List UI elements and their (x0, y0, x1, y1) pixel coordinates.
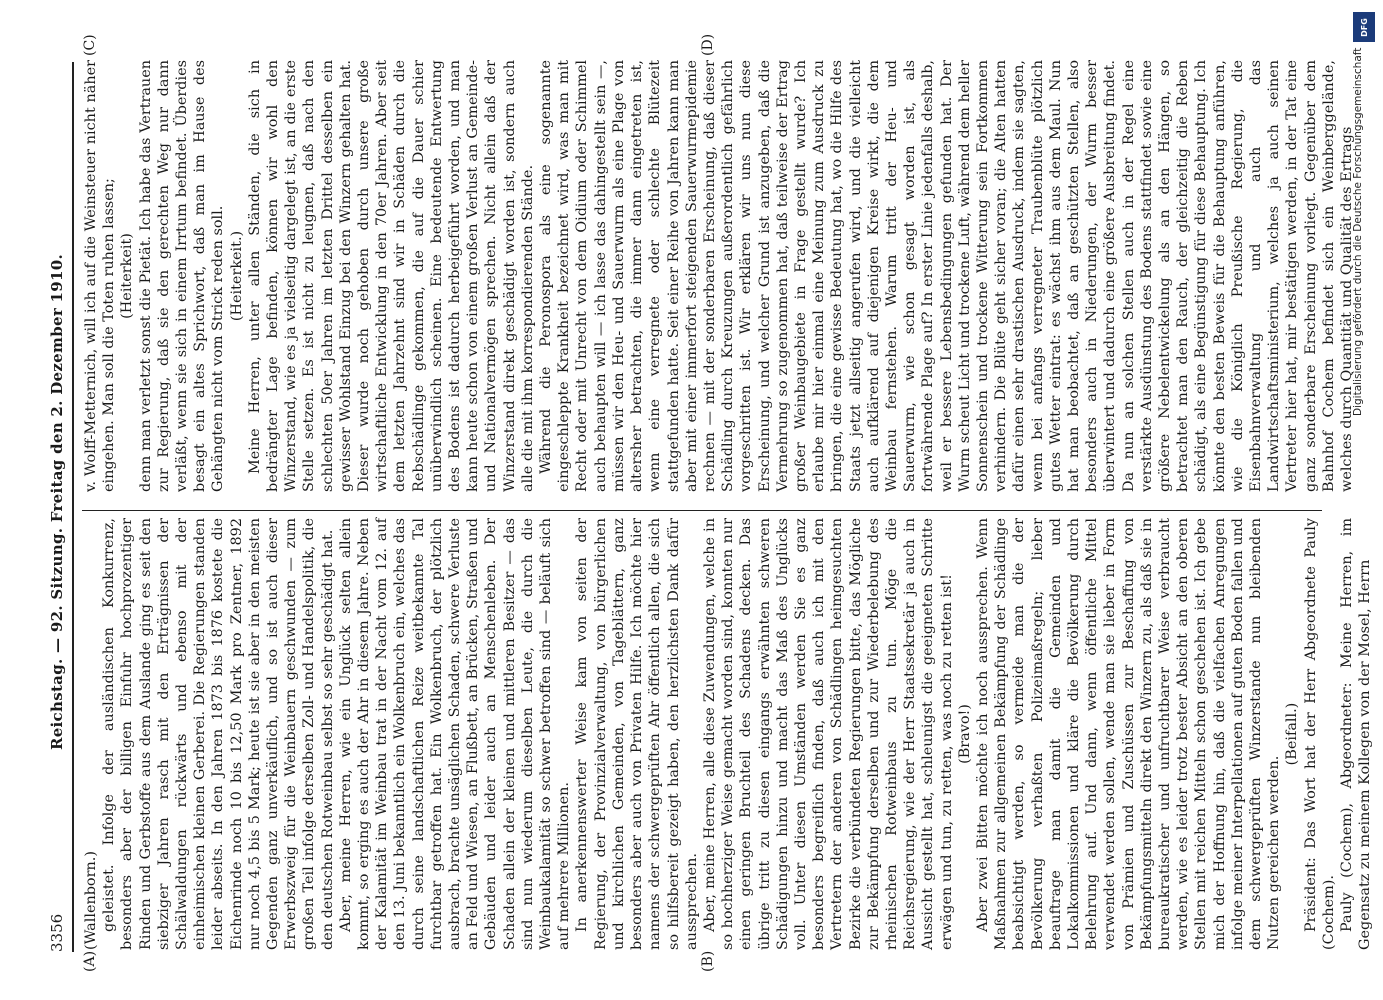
dfg-logo-text: DFG (1359, 17, 1369, 37)
margin-marker-d: (D) (700, 33, 716, 56)
margin-marker-a: (A) (82, 950, 98, 972)
interjection: (Bravo!) (956, 704, 973, 764)
interjection: (Beifall.) (1284, 702, 1301, 766)
paragraph: geleistet. Infolge der ausländischen Konkurrenz, besonders aber der billigen Einfuhr hochprozentiger Rinden und Gerbstoffe aus dem Auslande ging es seit den siebziger Jahren rasch mit den Erträgnissen der Schälwaldungen rückwärts und ebenso mit der einheimischen kleinen Gerberei. Die Regierungen standen leider abseits. In den Jahren 1873 bis 1876 kostete die Eichenrinde noch 10 bis 12,50 Mark pro Zentner, 1892 nur noch 4,5 bis 5 Mark; heute ist sie aber in den meisten Gegenden ganz unverkäuflich, und so ist auch dieser Erwerbszweig für die Weinbauern geschwunden — zum großen Teil infolge derselben Zoll- und Handelspolitik, die den deutschen Rotweinbau selbst so sehr geschädigt hat. (101, 518, 336, 950)
header-divider (72, 62, 74, 952)
paragraph: Während die Peronospora als eine sogenannte eingeschleppte Krankheit bezeichnet wird, was man mit Recht oder mit Unrecht von dem Oidium oder Schimmel auch behaupten will — ich lasse das dahingestellt sein —, müssen wir den Heu- und Sauerwurm als eine Plage von altersher betrachten, die immer dann eingetreten ist, wenn eine verregnete oder schlechte Blütezeit stattgefunden hatte. Seit einer Reihe von Jahren kann man aber mit einer immerfort steigenden Sauerwurmepidemie rechnen — mit der sonderbaren Erscheinung, daß dieser Schädling durch Kreuzungen außerordentlich gefährlich vorgeschritten ist. Wir erklären wir uns nun diese Erscheinung, und welcher Grund ist anzugeben, daß die Vermehrung so zugenommen hat, daß teilweise der Ertrag großer Weinbaugebiete in Frage gestellt wurde? Ich erlaube mir hier einmal eine Meinung zum Ausdruck zu bringen, die eine gewisse Bedeutung hat, wo die Hilfe des Staats jetzt allseitig angerufen wird, und die vielleicht auch aufklärend auf diejenigen Kreise wirkt, die dem Weinbau fernstehen. Warum tritt der Heu- und Sauerwurm, wie schon gesagt worden ist, als fortwährende Plage auf? In erster Linie jedenfalls deshalb, weil er bessere Lebensbedingungen gefunden hat. Der Wurm scheut Licht und trockene Luft, während dem heller Sonnenschein und trockene Witterung sein Fortkommen verhindern. Die Blüte geht sicher voran; die Alten hatten dafür einen sehr drastischen Ausdruck, indem sie sagten, wenn bei anfangs verregneter Traubenblüte plötzlich gutes Wetter eintrat: es wächst ihm aus dem Maul. Nun hat man beobachtet, daß an geschützten Stellen, also besonders auch in Niederungen, der Wurm besser überwintert und dadurch eine größere Ausbreitung findet. Da nun an solchen Stellen auch in der Regel eine verstärkte Ausdünstung des Bodens stattfindet sowie eine größere Nebelentwickelung als an den Hängen, so betrachtet man den Rauch, der gleichzeitig die Reben schädigt, als eine Begünstigung für diese Behauptung. Ich könnte den besten Beweis für die Behauptung anführen, wie die Königlich Preußische Regierung, die Eisenbahnverwaltung und auch das Landwirtschaftsministerium, welches ja auch seinen Vertreter hier hat, mir bestätigen werden, in der Tat eine ganz sonderbare Erscheinung vorliegt. Gegenüber dem Bahnhof Cochem befindet sich ein Weinberggelände, welches durch Quantität und Qualität des Ertrags (538, 60, 1356, 492)
interjection: (Heiterkeit.) (228, 230, 245, 322)
speaker-continuation: (Wallenborn.) (83, 851, 99, 950)
paragraph: Aber zwei Bitten möchte ich noch aussprechen. Wenn Maßnahmen zur allgemeinen Bekämpfung der Schädlinge beabsichtigt werden, so vermeide man die der Bevölkerung verhaßten Polizeimaßregeln; lieber beauftrage man damit die Gemeinden und Lokalkommissionen und kläre die Bevölkerung durch Belehrung auf. Und dann, wenn öffentliche Mittel verwendet werden sollen, wende man sie lieber in Form von Prämien und Zuschüssen zur Beschaffung von Bekämpfungsmitteln direkt den Winzern zu, als daß sie in bureaukratischer und unfruchtbarer Weise verbraucht werden, wie es leider trotz bester Absicht an den oberen Stellen mit reichen Mitteln schon geschehen ist. Ich gebe mich der Hoffnung hin, daß die vielfachen Anregungen infolge meiner Interpellationen auf guten Boden fallen und dem schwergeprüften Winzerstande nun bleibenden Nutzen gereichen werden. (974, 518, 1283, 950)
interjection: (Heiterkeit) (119, 233, 136, 319)
page-header (48, 52, 70, 952)
paragraph: Aber, meine Herren, alle diese Zuwendungen, welche in so hochherziger Weise gemacht worden sind, konnten nur einen geringen Bruchteil des Schadens decken. Das übrige tritt zu diesen eingangs erwähnten schweren Schädigungen hinzu und macht das Maß des Unglücks voll. Unter diesen Umständen werden Sie es ganz besonders begreiflich finden, daß auch ich mit den Vertretern der anderen von Schädlingen heimgesuchten Bezirke die verbündeten Regierungen bitte, das Mögliche zur Bekämpfung derselben und zur Wiederbelebung des rheinischen Rotweinbaus zu tun. Möge die Reichsregierung, wie der Herr Staatssekretär ja auch in Aussicht gestellt hat, schleunigst die geeigneten Schritte erwägen und tun, zu retten, was noch zu retten ist! (701, 518, 955, 950)
column-divider (82, 510, 1322, 511)
digitization-footer (1352, 8, 1378, 992)
margin-marker-c: (C) (82, 34, 98, 56)
paragraph: denn man verletzt sonst die Pietät. Ich habe das Vertrauen zur Regierung, daß sie den gerechten Weg nur dann verläßt, wenn sie sich in einem Irrtum befindet. Überdies besagt ein altes Sprichwort, daß man im Hause des Gehängten nicht vom Strick reden soll. (137, 60, 227, 492)
paragraph: Pauly (Cochem), Abgeordneter: Meine Herren, im Gegensatz zu meinem Kollegen von der Mosel, Herrn (1339, 518, 1374, 950)
margin-marker-b: (B) (700, 950, 716, 972)
page-title: Reichstag. — 92. Sitzung. Freitag den 2. Dezember 1910. (48, 253, 66, 751)
left-column (82, 518, 1374, 950)
paragraph: Meine Herren, unter allen Ständen, die sich in bedrängter Lage befinden, können wir wohl den Winzerstand, wie es ja vielseitig dargelegt ist, an die erste Stelle setzen. Es ist nicht zu leugnen, daß nach den schlechten 50er Jahren im letzten Drittel desselben ein gewisser Wohlstand Einzug bei den Winzern gehalten hat. Dieser wurde noch gehoben durch unsere große wirtschaftliche Entwicklung in den 70er Jahren. Aber seit dem letzten Jahrzehnt sind wir in Schäden durch die Rebschädlinge gekommen, die auf die Dauer schier unüberwindlich scheinen. Eine bedeutende Entwertung des Bodens ist dadurch herbeigeführt worden, und man kann heute schon von einem großen Verlust an Gemeinde- und Nationalvermögen sprechen. Nicht allein daß der Winzerstand direkt geschädigt worden ist, sondern auch alle die mit ihm korrespondierenden Stände. (246, 60, 536, 492)
right-column (82, 60, 1356, 492)
page-number: 3356 (48, 913, 66, 952)
dfg-logo (1353, 12, 1375, 42)
paragraph: v. Wolff-Metternich, will ich auf die Weinsteuer nicht näher eingehen. Man soll die Toten ruhen lassen; (83, 60, 118, 492)
paragraph: Präsident: Das Wort hat der Herr Abgeordnete Pauly (Cochem). (1302, 518, 1337, 950)
paragraph: Aber, meine Herren, wie ein Unglück selten allein kommt, so erging es auch der Ahr in diesem Jahre. Neben der Kalamität im Weinbau trat in der Nacht vom 12. auf den 13. Juni bekanntlich ein Wolkenbruch ein, welches das durch seine landschaftlichen Reize weitbekannte Tal furchtbar getroffen hat. Ein Wolkenbruch, der plötzlich ausbrach, brachte unsäglichen Schaden, schwere Verluste an Feld und Wiesen, an Flußbett, an Brücken, Straßen und Gebäuden und leider auch an Menschenleben. Der Schaden allein der kleinen und mittleren Besitzer — das sind nun wiederum dieselben Leute, die durch die Weinbaukalamität so schwer betroffen sind — beläuft sich auf mehrere Millionen. (337, 518, 573, 950)
paragraph: In anerkennenswerter Weise kam von seiten der Regierung, der Provinzialverwaltung, von bürgerlichen und kirchlichen Gemeinden, von Tageblättern, ganz besonders aber auch von Privaten Hilfe. Ich möchte hier namens der schwergeprüften Ahr öffentlich allen, die sich so hilfsbereit gezeigt haben, den herzlichsten Dank dafür aussprechen. (574, 518, 700, 950)
funding-credit: Digitalisierung gefördert durch die Deutsche Forschungsgemeinschaft (1352, 48, 1364, 417)
